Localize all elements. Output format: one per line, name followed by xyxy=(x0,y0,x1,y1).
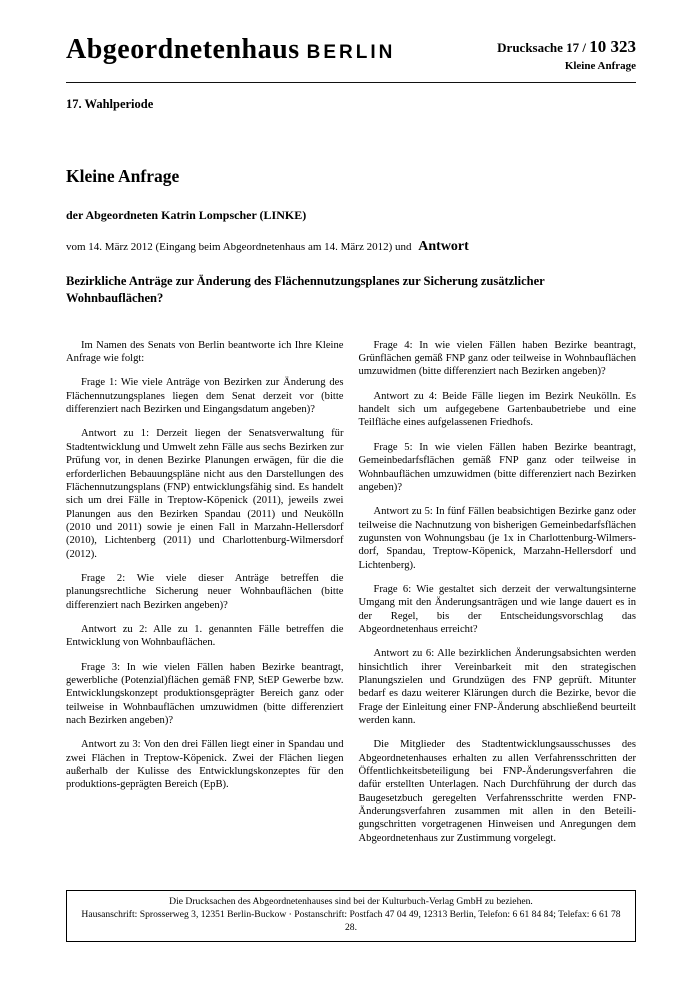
wahlperiode-label: 17. Wahlperiode xyxy=(66,97,154,111)
drucksache-number: 10 323 xyxy=(589,37,636,56)
answer-label: Antwort xyxy=(418,239,469,254)
body-paragraph: Antwort zu 3: Von den drei Fällen liegt einer in Spandau und zwei Flächen in Treptow-Köpenick. Zwei der Flächen liegen außerhalb der Kulisse des Entwicklungskonzeptes für den produktions-geprägten Bereich (EpB). xyxy=(66,739,344,791)
body-paragraph: Die Mitglieder des Stadtentwicklungsausschusses des Abgeordnetenhauses erhalten zu allen Verfahrensschritten der Öffentlichkeitsbeteiligung bei FNP-Änderungsverfahren die dafür erstellten Unterlagen. Nach Durchführung der durch das Baugesetzbuch geregelten Verfahrensschritte werden FNP-Änderungsverfahren zusammen mit allen in den Beteili-gungschritten vorgetragenen Hinweisen und Anregungen dem Abgeordnetenhaus zur Zustimmung vorgelegt. xyxy=(358,739,636,844)
abgeordnetenhaus-logo xyxy=(66,34,395,66)
footer-line-2: Hausanschrift: Sprosserweg 3, 12351 Berlin-Buckow · Postanschrift: Postfach 47 04 49, 12313 Berlin, Telefon: 6 61 84 84; Telefax: 6 61 78 28. xyxy=(81,909,621,934)
header-divider xyxy=(66,82,636,83)
body-paragraph: Frage 1: Wie viele Anträge von Bezirken zur Änderung des Flächennutzungsplanes liegen dem Senat derzeit vor (bitte differenziert nach Bezirken und Eingangsdatum angeben)? xyxy=(66,377,344,416)
body-paragraph: Frage 2: Wie viele dieser Anträge betreffen die planungsrechtliche Sicherung neuer Wohnbauflächen (bitte differenziert nach Bezirken angeben)? xyxy=(66,572,344,611)
body-paragraph: Im Namen des Senats von Berlin beantworte ich Ihre Kleine Anfrage wie folgt: xyxy=(66,339,344,365)
logo-berlin-label: BERLIN xyxy=(306,42,396,63)
body-paragraph: Antwort zu 4: Beide Fälle liegen im Bezirk Neukölln. Es handelt sich um aufgegebene Gartenbaubetriebe und eine Teilfläche eines aufgelassenen Friedhofs. xyxy=(358,390,636,429)
author-line: der Abgeordneten Katrin Lompscher (LINKE) xyxy=(66,208,307,222)
body-columns xyxy=(66,339,636,856)
document-header xyxy=(66,34,636,72)
drucksache-label: Drucksache 17 / xyxy=(497,40,586,55)
body-paragraph: Frage 3: In wie vielen Fällen haben Bezirke beantragt, gewerbliche (Potenzial)flächen gemäß FNP, StEP Gewerbe bzw. Entwicklungskonzept produktionsgeprägter Bereich ganz oder teilweise in Wohnbauflächen umzuwidmen (bitte differenziert nach Bezirken angeben)? xyxy=(66,661,344,726)
body-paragraph: Frage 5: In wie vielen Fällen haben Bezirke beantragt, Gemeinbedarfsflächen gemäß FNP ganz oder teilweise in Wohnbauflächen umzuwidmen (bitte differenziert nach Bezirken angeben)? xyxy=(358,441,636,493)
drucksache-block xyxy=(497,34,636,72)
body-paragraph: Antwort zu 2: Alle zu 1. genannten Fälle betreffen die Entwicklung von Wohnbauflächen. xyxy=(66,623,344,649)
left-column xyxy=(66,339,344,856)
publisher-footer-box xyxy=(66,890,636,942)
body-paragraph: Frage 6: Wie gestaltet sich derzeit der verwaltungsinterne Umgang mit den Änderungsanträgen und wie lange dauert es in der Regel, bis der Entscheidungsvorschlag das Abgeordnetenhaus erreicht? xyxy=(358,583,636,635)
subject-title: Bezirkliche Anträge zur Änderung des Flächennutzungsplanes zur Sicherung zusätzlicher Wohnbauflächen? xyxy=(66,274,545,305)
date-line xyxy=(66,239,636,255)
logo-wordmark: Abgeordnetenhaus xyxy=(66,34,300,65)
body-paragraph: Frage 4: In wie vielen Fällen haben Bezirke beantragt, Grünflächen gemäß FNP ganz oder teilweise in Wohnbauflächen umzuwidmen (bitte differenziert nach Bezirken angeben)? xyxy=(358,339,636,378)
drucksache-line xyxy=(497,37,636,57)
page-title: Kleine Anfrage xyxy=(66,166,180,186)
body-paragraph: Antwort zu 5: In fünf Fällen beabsichtigen Bezirke ganz oder teilweise die Nachnutzung von bisherigen Gemeinbedarfsflächen zugunsten von Wohnungsbau (je 1x in Charlottenburg-Wilmers-dorf, Spandau, Treptow-Köpenick, Marzahn-Hellersdorf und Lichtenberg). xyxy=(358,506,636,571)
footer-line-1: Die Drucksachen des Abgeordnetenhauses sind bei der Kulturbuch-Verlag GmbH zu beziehen. xyxy=(169,896,533,908)
right-column xyxy=(359,339,637,856)
doc-type-label: Kleine Anfrage xyxy=(564,60,636,72)
body-paragraph: Antwort zu 1: Derzeit liegen der Senatsverwaltung für Stadtentwicklung und Umwelt zehn Fälle aus sechs Bezirken zur Prüfung vor, in denen Bezirke Planungen erwägen, für die die erforderlichen Bebauungspläne nicht aus den Darstellungen des Flächennutzungsplans (FNP) entwicklungsfähig sind. Es handelt sich um drei Fälle in Treptow-Köpenick (2011), jeweils zwei Planungen aus den Bezirken Spandau (2011) und Neukölln (2010 und 2011) sowie je einen Fall in Marzahn-Hellersdorf (2010), Lichtenberg (2011) und Charlottenburg-Wilmersdorf (2012). xyxy=(66,428,344,560)
body-paragraph: Antwort zu 6: Alle bezirklichen Änderungsabsichten werden hinsichtlich ihrer Vereinbarkeit mit den strategischen Planungszielen und Grundzügen des FNP geprüft. Mitunter bedarf es dazu weiterer Klärungen durch die Bezirke, bevor die Frage der Einleitung einer FNP-Änderung abschließend beurteilt werden kann. xyxy=(358,648,636,726)
date-text: vom 14. März 2012 (Eingang beim Abgeordnetenhaus am 14. März 2012) und xyxy=(66,241,412,253)
